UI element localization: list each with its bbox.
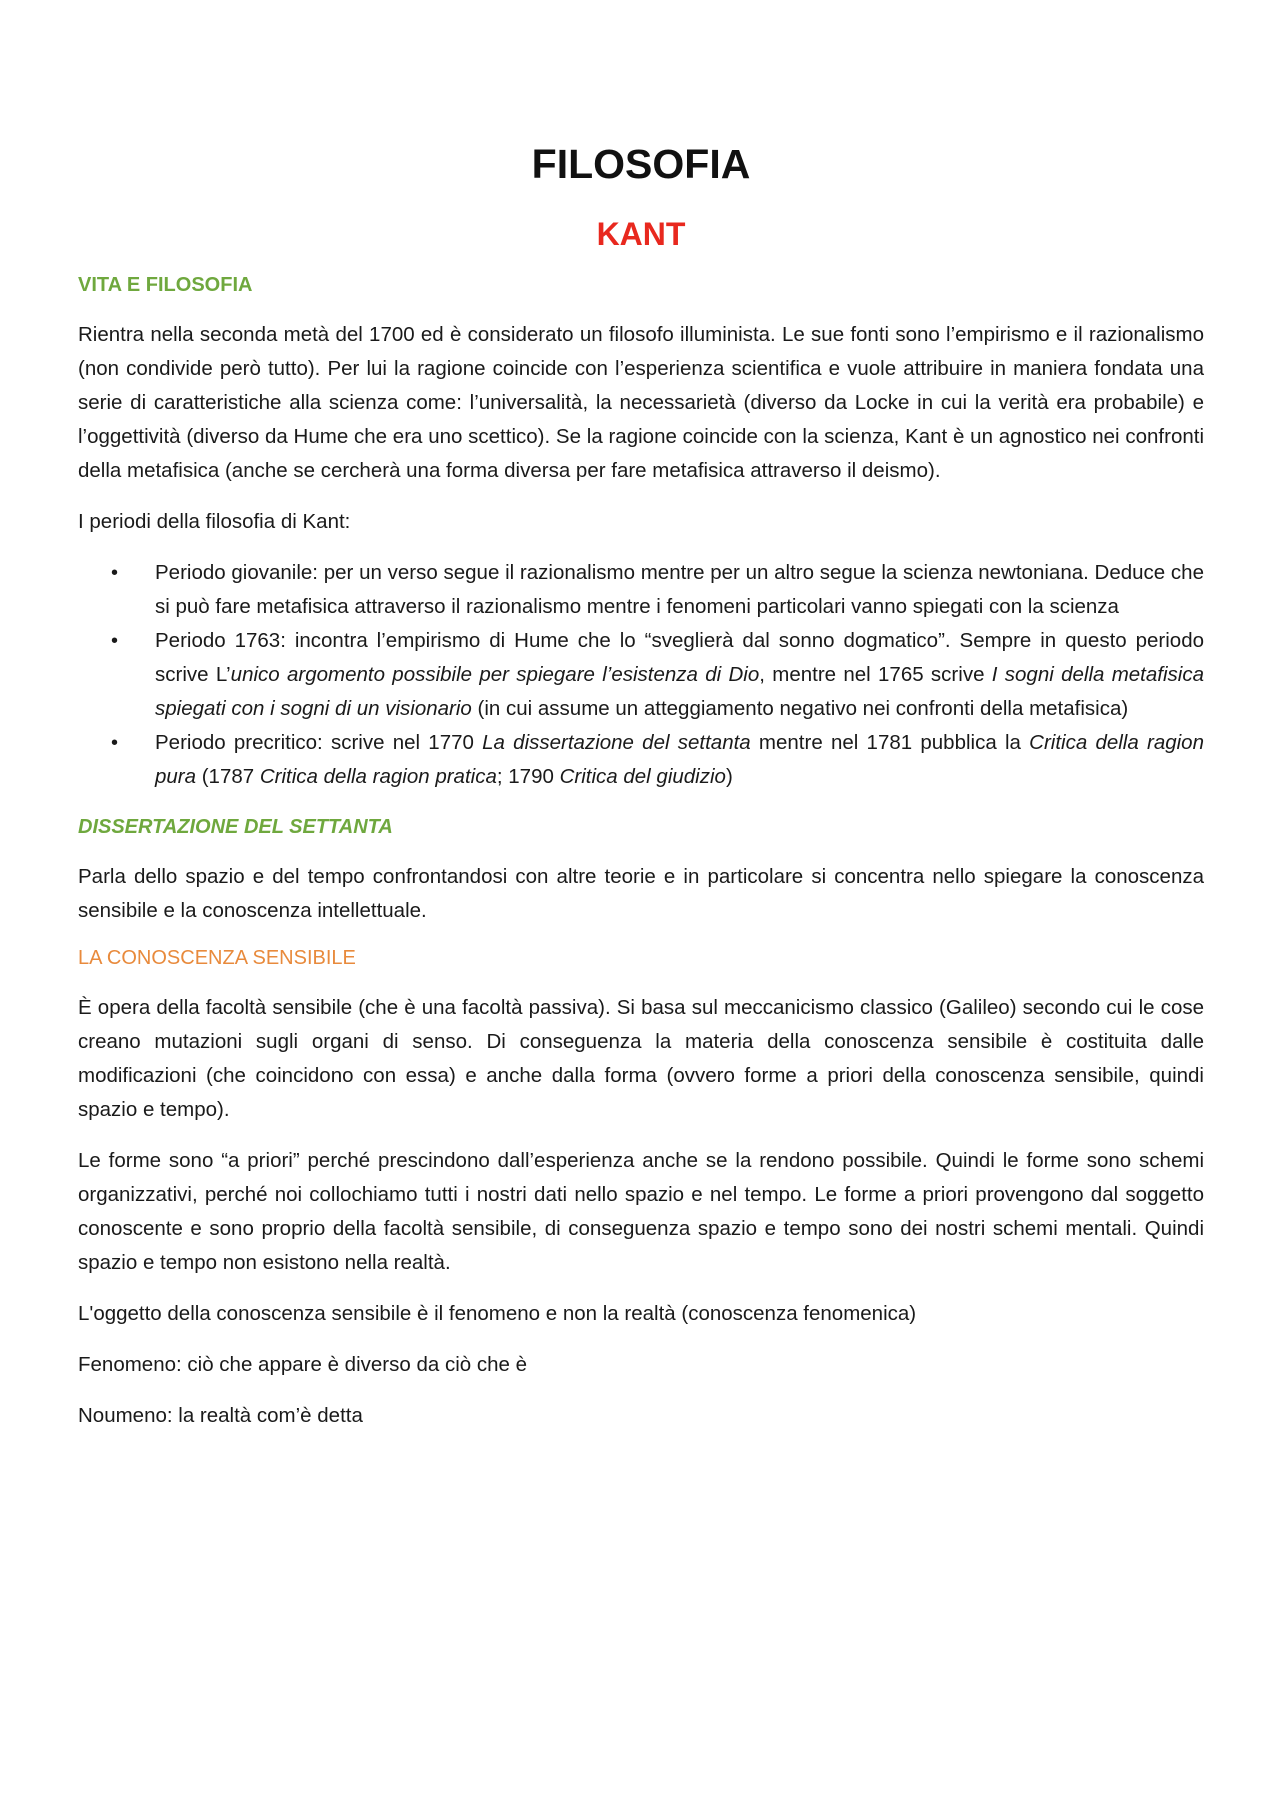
book-title: I sogni della metafisica spiegati con i sogni di un visionario	[155, 663, 1204, 720]
bullet-list	[78, 556, 1204, 794]
list-item-text: Periodo 1763: incontra l’empirismo di Hume che lo “sveglierà dal sonno dogmatico”. Sempre in questo periodo scrive L’	[155, 629, 1204, 686]
section-heading-vita: VITA E FILOSOFIA	[78, 274, 253, 296]
list-item-text: Periodo giovanile: per un verso segue il razionalismo mentre per un altro segue la scienza newtoniana. Deduce che si può fare metafisica attraverso il razionalismo mentre i fenomeni particolari vanno spiegati con la scienza	[155, 561, 1204, 618]
list-item-text: , mentre nel 1765 scrive	[759, 663, 992, 686]
paragraph: L'oggetto della conoscenza sensibile è il fenomeno e non la realtà (conoscenza fenomenica)	[78, 1302, 917, 1325]
book-title: unico argomento possibile per spiegare l’esistenza di Dio	[230, 663, 760, 686]
list-item-text: (1787	[196, 765, 260, 788]
paragraph: Noumeno: la realtà com’è detta	[78, 1404, 363, 1427]
list-item-text: )	[725, 765, 733, 788]
list-item-text: (in cui assume un atteggiamento negativo nei confronti della metafisica)	[471, 697, 1129, 720]
book-title: Critica del giudizio	[559, 765, 726, 788]
paragraph: Fenomeno: ciò che appare è diverso da ciò che è	[78, 1353, 527, 1376]
paragraph: I periodi della filosofia di Kant:	[78, 510, 351, 533]
paragraph: Le forme sono “a priori” perché prescindono dall’esperienza anche se la rendono possibile. Quindi le forme sono schemi organizzativi, perché noi collochiamo tutti i nostri dati nello spazio e nel tempo. Le forme a priori provengono dal soggetto conoscente e sono proprio della facoltà sensibile, di conseguenza spazio e tempo sono dei nostri schemi mentali. Quindi spazio e tempo non esistono nella realtà.	[78, 1149, 1204, 1274]
bullet-icon: •	[111, 630, 119, 652]
paragraph: È opera della facoltà sensibile (che è una facoltà passiva). Si basa sul meccanicismo classico (Galileo) secondo cui le cose creano mutazioni sugli organi di senso. Di conseguenza la materia della conoscenza sensibile è costituita dalle modificazioni (che coincidono con essa) e anche dalla forma (ovvero forme a priori della conoscenza sensibile, quindi spazio e tempo).	[78, 996, 1204, 1121]
list-item-text: ; 1790	[496, 765, 560, 788]
list-item	[111, 556, 1204, 624]
book-title: Critica della ragion pratica	[259, 765, 497, 788]
list-item-text: Periodo precritico: scrive nel 1770	[155, 731, 483, 754]
bullet-icon: •	[111, 562, 119, 584]
page-title: FILOSOFIA	[531, 141, 751, 187]
list-item-text: mentre nel 1781 pubblica la	[750, 731, 1030, 754]
bullet-icon: •	[111, 732, 119, 754]
book-title: Critica della ragion pura	[155, 731, 1204, 788]
section-heading-dissertazione: DISSERTAZIONE DEL SETTANTA	[78, 816, 393, 838]
document-page	[78, 140, 1204, 1450]
list-item	[111, 624, 1204, 726]
paragraph: Parla dello spazio e del tempo confrontandosi con altre teorie e in particolare si concentra nello spiegare la conoscenza sensibile e la conoscenza intellettuale.	[78, 865, 1204, 922]
page-subtitle: KANT	[596, 216, 686, 252]
paragraph: Rientra nella seconda metà del 1700 ed è considerato un filosofo illuminista. Le sue fonti sono l’empirismo e il razionalismo (non condivide però tutto). Per lui la ragione coincide con l’esperienza scientifica e vuole attribuire in maniera fondata una serie di caratteristiche alla scienza come: l’universalità, la necessarietà (diverso da Locke in cui la verità era probabile) e l’oggettività (diverso da Hume che era uno scettico). Se la ragione coincide con la scienza, Kant è un agnostico nei confronti della metafisica (anche se cercherà una forma diversa per fare metafisica attraverso il deismo).	[78, 323, 1204, 482]
list-item	[111, 726, 1204, 794]
book-title: La dissertazione del settanta	[482, 731, 751, 754]
section-heading-conoscenza: LA CONOSCENZA SENSIBILE	[78, 947, 356, 969]
